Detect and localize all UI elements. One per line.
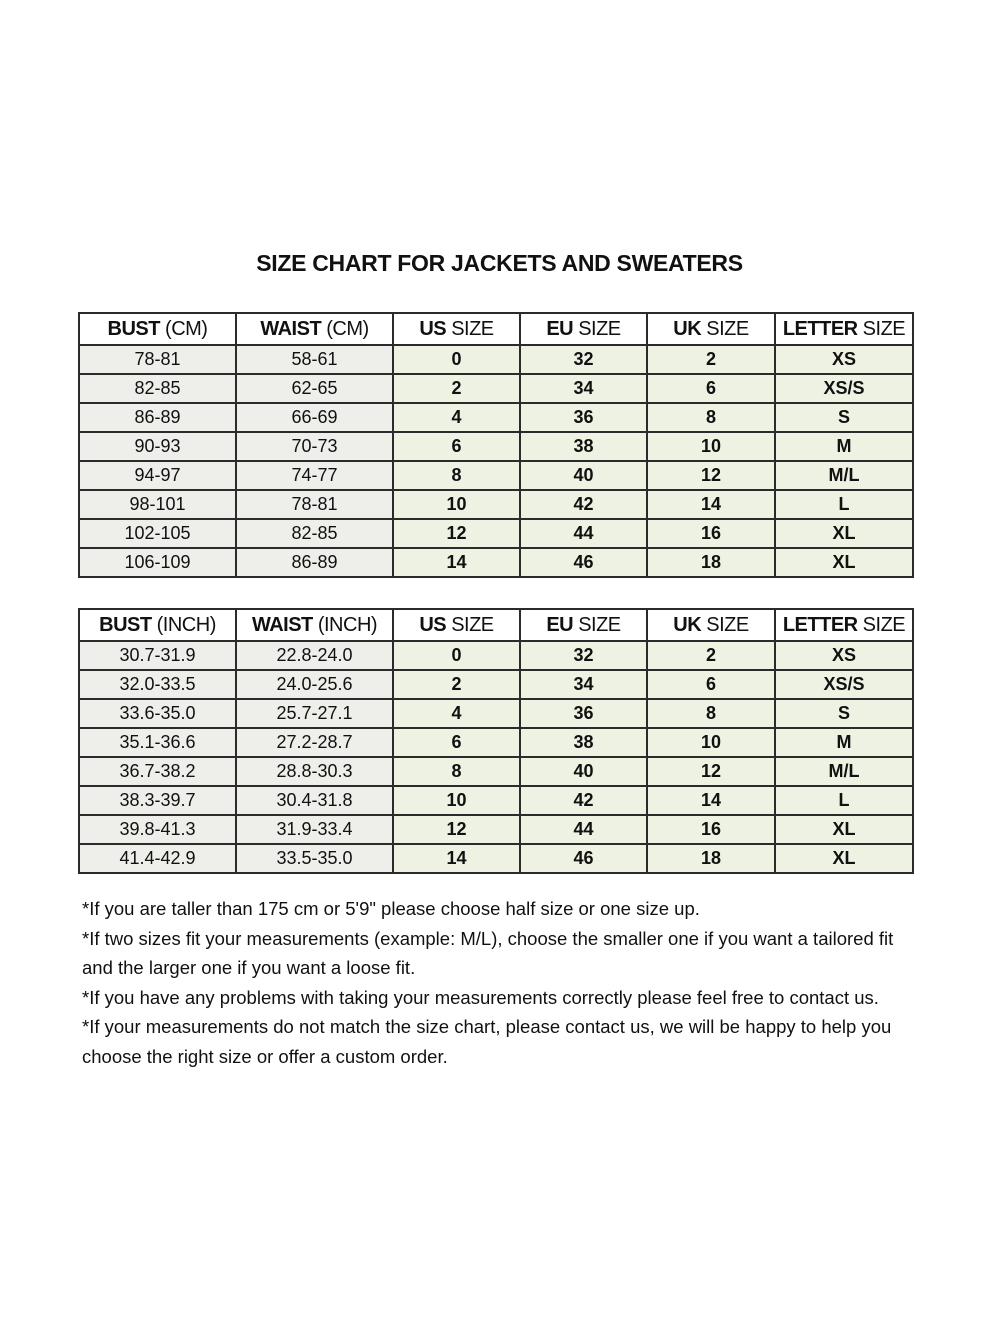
- bust-cell: 78-81: [79, 345, 236, 374]
- eu-size-cell: 32: [520, 345, 647, 374]
- waist-cell: 66-69: [236, 403, 393, 432]
- us-size-cell: 2: [393, 670, 520, 699]
- letter-size-cell: XS: [775, 641, 913, 670]
- waist-cell: 86-89: [236, 548, 393, 577]
- eu-size-cell: 38: [520, 432, 647, 461]
- header-letter-size: LETTER SIZE: [775, 609, 913, 641]
- bust-cell: 82-85: [79, 374, 236, 403]
- header-uk-size: UK SIZE: [647, 609, 775, 641]
- table-row: [79, 490, 913, 519]
- us-size-cell: 8: [393, 757, 520, 786]
- uk-size-cell: 16: [647, 519, 775, 548]
- size-table-cm: [78, 312, 914, 578]
- uk-size-cell: 10: [647, 728, 775, 757]
- eu-size-cell: 46: [520, 844, 647, 873]
- uk-size-cell: 2: [647, 345, 775, 374]
- uk-size-cell: 14: [647, 490, 775, 519]
- us-size-cell: 4: [393, 403, 520, 432]
- letter-size-cell: M/L: [775, 757, 913, 786]
- waist-cell: 31.9-33.4: [236, 815, 393, 844]
- uk-size-cell: 6: [647, 374, 775, 403]
- letter-size-cell: XS/S: [775, 374, 913, 403]
- uk-size-cell: 12: [647, 461, 775, 490]
- note-measuring-help: *If you have any problems with taking your measurements correctly please feel free to contact us.: [82, 986, 879, 1008]
- letter-size-cell: L: [775, 786, 913, 815]
- uk-size-cell: 8: [647, 403, 775, 432]
- table-row: [79, 844, 913, 873]
- bust-cell: 30.7-31.9: [79, 641, 236, 670]
- bust-cell: 106-109: [79, 548, 236, 577]
- uk-size-cell: 16: [647, 815, 775, 844]
- waist-cell: 78-81: [236, 490, 393, 519]
- note-height: *If you are taller than 175 cm or 5'9" please choose half size or one size up.: [82, 898, 700, 919]
- header-eu-size: EU SIZE: [520, 313, 647, 345]
- header-uk-size: UK SIZE: [647, 313, 775, 345]
- bust-cell: 38.3-39.7: [79, 786, 236, 815]
- waist-cell: 70-73: [236, 432, 393, 461]
- uk-size-cell: 12: [647, 757, 775, 786]
- table-row: [79, 786, 913, 815]
- letter-size-cell: S: [775, 699, 913, 728]
- waist-cell: 33.5-35.0: [236, 844, 393, 873]
- bust-cell: 33.6-35.0: [79, 699, 236, 728]
- us-size-cell: 0: [393, 345, 520, 374]
- eu-size-cell: 36: [520, 699, 647, 728]
- header-eu-size: EU SIZE: [520, 609, 647, 641]
- table-row: [79, 699, 913, 728]
- uk-size-cell: 6: [647, 670, 775, 699]
- letter-size-cell: XL: [775, 815, 913, 844]
- eu-size-cell: 38: [520, 728, 647, 757]
- waist-cell: 22.8-24.0: [236, 641, 393, 670]
- waist-cell: 25.7-27.1: [236, 699, 393, 728]
- waist-cell: 30.4-31.8: [236, 786, 393, 815]
- table-row: [79, 403, 913, 432]
- table-header-row: [79, 313, 913, 345]
- bust-cell: 39.8-41.3: [79, 815, 236, 844]
- bust-cell: 94-97: [79, 461, 236, 490]
- eu-size-cell: 32: [520, 641, 647, 670]
- letter-size-cell: XL: [775, 844, 913, 873]
- eu-size-cell: 42: [520, 490, 647, 519]
- letter-size-cell: XS/S: [775, 670, 913, 699]
- letter-size-cell: L: [775, 490, 913, 519]
- us-size-cell: 0: [393, 641, 520, 670]
- table-header-row: [79, 609, 913, 641]
- us-size-cell: 4: [393, 699, 520, 728]
- us-size-cell: 2: [393, 374, 520, 403]
- eu-size-cell: 42: [520, 786, 647, 815]
- us-size-cell: 6: [393, 728, 520, 757]
- letter-size-cell: XL: [775, 519, 913, 548]
- table-row: [79, 461, 913, 490]
- uk-size-cell: 8: [647, 699, 775, 728]
- waist-cell: 62-65: [236, 374, 393, 403]
- letter-size-cell: XL: [775, 548, 913, 577]
- table-row: [79, 728, 913, 757]
- us-size-cell: 14: [393, 548, 520, 577]
- letter-size-cell: M: [775, 728, 913, 757]
- letter-size-cell: M/L: [775, 461, 913, 490]
- header-waist-cm: WAIST (CM): [236, 313, 393, 345]
- us-size-cell: 10: [393, 490, 520, 519]
- us-size-cell: 12: [393, 815, 520, 844]
- eu-size-cell: 44: [520, 815, 647, 844]
- table-row: [79, 641, 913, 670]
- uk-size-cell: 18: [647, 844, 775, 873]
- header-bust-cm: BUST (CM): [79, 313, 236, 345]
- us-size-cell: 8: [393, 461, 520, 490]
- uk-size-cell: 18: [647, 548, 775, 577]
- waist-cell: 28.8-30.3: [236, 757, 393, 786]
- us-size-cell: 14: [393, 844, 520, 873]
- page-title: SIZE CHART FOR JACKETS AND SWEATERS: [256, 250, 743, 276]
- table-row: [79, 670, 913, 699]
- eu-size-cell: 34: [520, 374, 647, 403]
- header-bust-inch: BUST (INCH): [79, 609, 236, 641]
- header-waist-inch: WAIST (INCH): [236, 609, 393, 641]
- table-row: [79, 432, 913, 461]
- bust-cell: 86-89: [79, 403, 236, 432]
- letter-size-cell: M: [775, 432, 913, 461]
- note-custom-order: *If your measurements do not match the size chart, please contact us, we will be happy to help you choose the right size or offer a custom order.: [82, 1016, 892, 1067]
- bust-cell: 98-101: [79, 490, 236, 519]
- table-row: [79, 374, 913, 403]
- size-table-inch: [78, 608, 914, 874]
- table-row: [79, 757, 913, 786]
- us-size-cell: 6: [393, 432, 520, 461]
- bust-cell: 90-93: [79, 432, 236, 461]
- bust-cell: 32.0-33.5: [79, 670, 236, 699]
- bust-cell: 41.4-42.9: [79, 844, 236, 873]
- table-row: [79, 345, 913, 374]
- header-letter-size: LETTER SIZE: [775, 313, 913, 345]
- size-notes: [82, 894, 912, 1071]
- eu-size-cell: 44: [520, 519, 647, 548]
- eu-size-cell: 46: [520, 548, 647, 577]
- eu-size-cell: 34: [520, 670, 647, 699]
- letter-size-cell: S: [775, 403, 913, 432]
- header-us-size: US SIZE: [393, 609, 520, 641]
- waist-cell: 24.0-25.6: [236, 670, 393, 699]
- us-size-cell: 10: [393, 786, 520, 815]
- note-two-sizes: *If two sizes fit your measurements (example: M/L), choose the smaller one if you want a tailored fit and the larger one if you want a loose fit.: [82, 927, 894, 978]
- bust-cell: 102-105: [79, 519, 236, 548]
- uk-size-cell: 14: [647, 786, 775, 815]
- header-us-size: US SIZE: [393, 313, 520, 345]
- waist-cell: 27.2-28.7: [236, 728, 393, 757]
- table-row: [79, 815, 913, 844]
- letter-size-cell: XS: [775, 345, 913, 374]
- table-row: [79, 548, 913, 577]
- table-row: [79, 519, 913, 548]
- waist-cell: 82-85: [236, 519, 393, 548]
- bust-cell: 35.1-36.6: [79, 728, 236, 757]
- eu-size-cell: 40: [520, 461, 647, 490]
- uk-size-cell: 10: [647, 432, 775, 461]
- us-size-cell: 12: [393, 519, 520, 548]
- eu-size-cell: 36: [520, 403, 647, 432]
- bust-cell: 36.7-38.2: [79, 757, 236, 786]
- waist-cell: 58-61: [236, 345, 393, 374]
- eu-size-cell: 40: [520, 757, 647, 786]
- uk-size-cell: 2: [647, 641, 775, 670]
- waist-cell: 74-77: [236, 461, 393, 490]
